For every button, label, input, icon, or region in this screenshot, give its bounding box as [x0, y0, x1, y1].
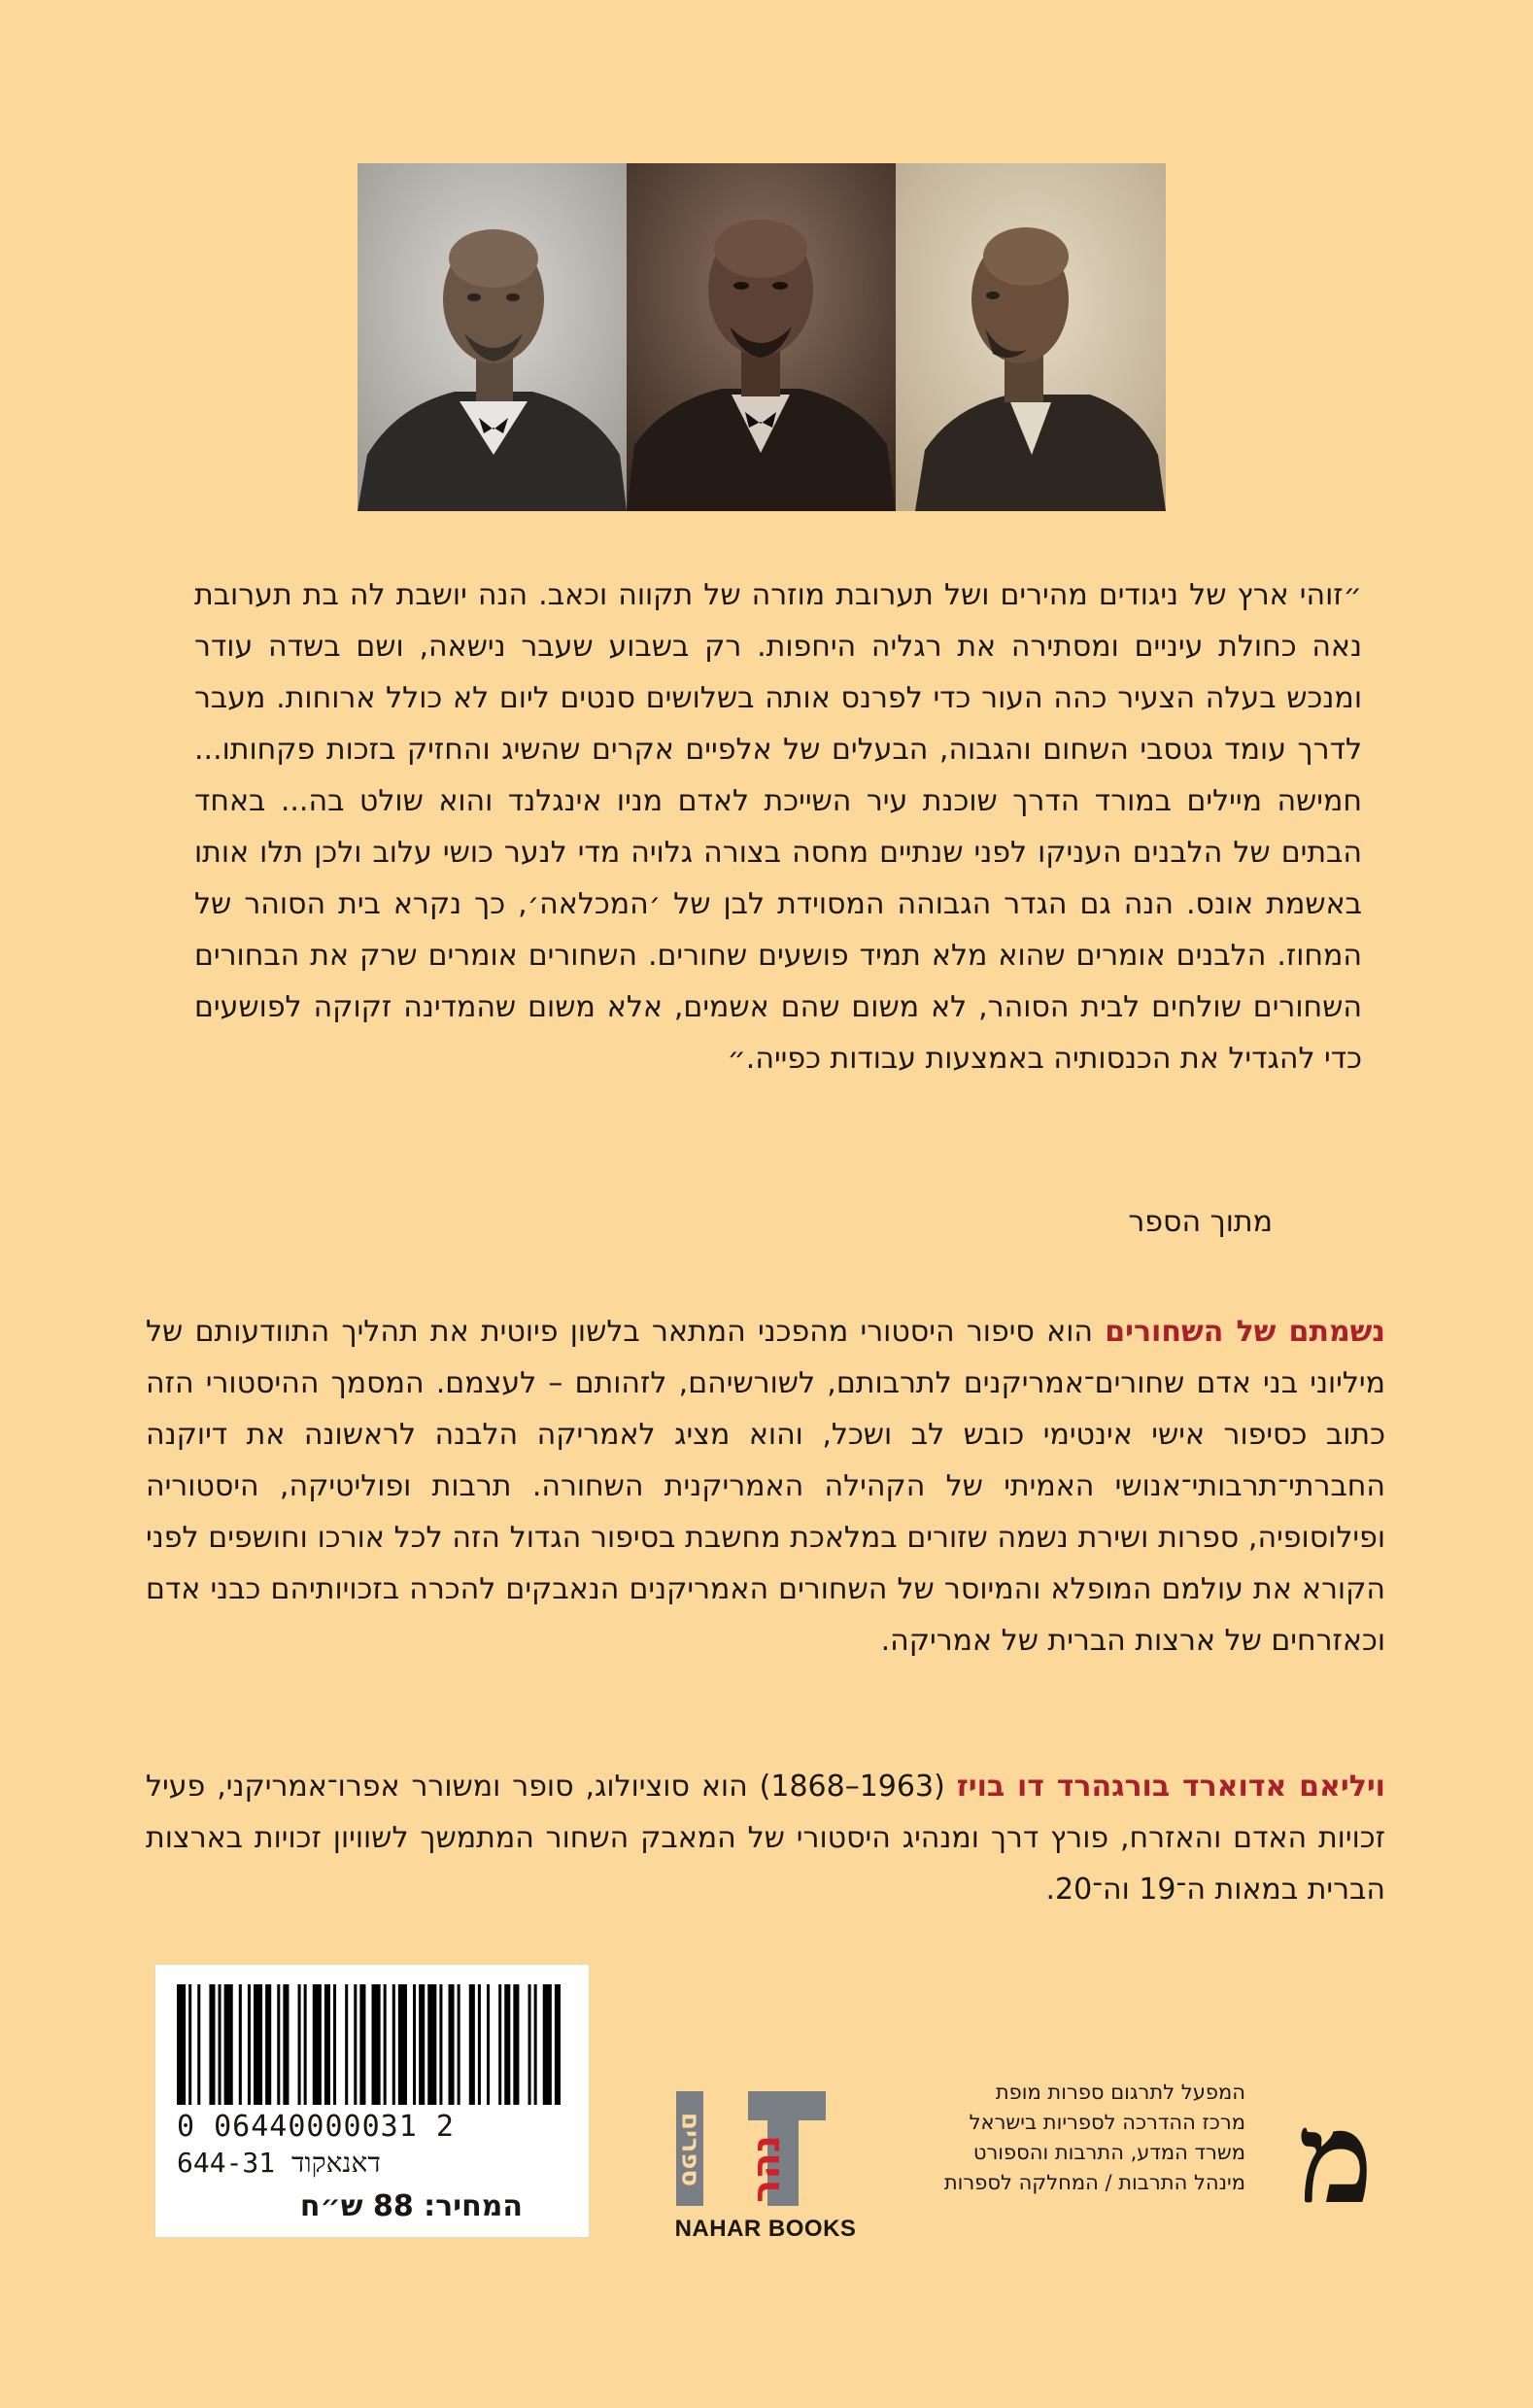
barcode-bar	[504, 1984, 510, 2105]
portrait-photo-icon	[627, 163, 896, 511]
author-bio	[146, 1761, 1385, 1915]
barcode-bar	[534, 1984, 537, 2105]
barcode-bar	[224, 1984, 233, 2105]
author-name: ויליאם אדוארד בורגהרד דו בויז	[956, 1770, 1385, 1804]
quote-source: מתוך הספר	[1128, 1205, 1273, 1239]
barcode-bar	[219, 1984, 221, 2105]
barcode-bar	[265, 1984, 271, 2105]
svg-text:מ: מ	[1298, 2087, 1374, 2223]
barcode-bar	[324, 1984, 330, 2105]
barcode-bar	[248, 1984, 251, 2105]
mofet-line-3: משרד המדע, התרבות והספורט	[972, 2141, 1245, 2164]
mofet-credits	[943, 2078, 1245, 2198]
book-description-text: הוא סיפור היסטורי מהפכני המתאר בלשון פיוטית את תהליך התוודעותם של מיליוני בני אדם שחורים־אמריקנים לתרבותם, לשורשיהם, לזהותם – לעצמם. המסמך ההיסטורי הזה כתוב כסיפור אישי אינטימי כובש לב ושכל, והוא מציג לאמריקה הלבנה לראשונה את דיוקנה החברתי־תרבותי־אנושי האמיתי של הקהילה האמריקנית השחורה. תרבות ופוליטיקה, היסטוריה ופילוסופיה, ספרות ושירת נשמה שזורים במלאכת מחשבת בסיפור הגדול הזה לכל אורכו וחושפים לפני הקורא את עולמם המופלא והמיוסר של השחורים האמריקנים הנאבקים להכרה בזכויותיהם כבני אדם וכאזרחים של ארצות הברית של אמריקה.	[146, 1315, 1385, 1658]
barcode-bar	[528, 1984, 531, 2105]
author-photos	[358, 163, 1166, 511]
barcode-bar	[543, 1984, 552, 2105]
barcode-bar	[283, 1984, 289, 2105]
barcode-code: 644-31 דאנאקוד	[177, 2147, 381, 2179]
barcode-bar	[313, 1984, 322, 2105]
barcode-bar	[458, 1984, 460, 2105]
barcode-bar	[469, 1984, 475, 2105]
author-bio-text: (1963–1868) הוא סוציולוג, סופר ומשורר אפרו־אמריקני, פעיל זכויות האדם והאזרח, פורץ דרך ומנהיג היסטורי של המאבק השחור המתמשך לשוויון זכויות בארצות הברית במאות ה־19 וה־20.	[146, 1770, 1385, 1907]
barcode-bar	[384, 1984, 387, 2105]
svg-text:ספרים: ספרים	[675, 2112, 705, 2187]
barcode-number: 0 06440000031 2	[177, 2110, 455, 2144]
author-portrait-3	[896, 163, 1166, 511]
barcode-bar	[398, 1984, 407, 2105]
barcode-bar	[197, 1984, 200, 2105]
barcode-bar	[298, 1984, 301, 2105]
barcode-bar	[354, 1984, 357, 2105]
barcode-bar	[513, 1984, 519, 2105]
barcode-bar	[427, 1984, 436, 2105]
publisher-name: NAHAR BOOKS	[674, 2216, 857, 2242]
barcode-bar	[413, 1984, 416, 2105]
barcode-bar	[372, 1984, 381, 2105]
barcode-bar	[439, 1984, 442, 2105]
barcode-bar	[392, 1984, 395, 2105]
barcode-bar	[555, 1984, 561, 2105]
barcode-bar	[209, 1984, 215, 2105]
author-portrait-1	[358, 163, 627, 511]
mofet-line-2: מרכז ההדרכה לספריות בישראל	[969, 2111, 1245, 2134]
barcode-bar	[177, 1984, 186, 2105]
book-description	[146, 1306, 1385, 1667]
portrait-photo-icon	[896, 163, 1166, 511]
mofet-logo-icon	[1273, 2087, 1399, 2223]
barcode-bar	[498, 1984, 501, 2105]
barcode-bar	[304, 1984, 307, 2105]
book-price: המחיר: 88 ש״ח	[299, 2189, 523, 2223]
barcode-bar	[487, 1984, 490, 2105]
book-quote: ״זוהי ארץ של ניגודים מהירים ושל תערובת מוזרה של תקווה וכאב. הנה יושבת לה בת תערובת נאה כחולת עיניים ומסתירה את רגליה היחפות. רק בשבוע שעבר נישאה, ושם בשדה עודר ומנכש בעלה הצעיר כהה העור כדי לפרנס אותה בשלושים סנטים ליום לא כולל ארוחות. מעבר לדרך עומד גטסבי השחום והגבוה, הבעלים של אלפיים אקרים שהשיג והחזיק בזכות פקחותו... חמישה מיילים במורד הדרך שוכנת עיר השייכת לאדם מניו אינגלנד והוא שולט בה... באחד הבתים של הלבנים העניקו לפני שנתיים מחסה בצורה גלויה מדי לנער כושי עלוב ולכן תלו אותו באשמת אונס. הנה גם הגדר הגבוהה המסוידת לבן של ׳המכלאה׳, כך נקרא בית הסוהר של המחוז. הלבנים אומרים שהוא מלא תמיד פושעים שחורים. השחורים אומרים שרק את הבחורים השחורים שולחים לבית הסוהר, לא משום שהם אשמים, אלא משום שהמדינה זקוקה לפושעים כדי להגדיל את הכנסותיה באמצעות עבודות כפייה.״	[194, 578, 1362, 1076]
barcode-bar	[345, 1984, 348, 2105]
author-portrait-2	[627, 163, 896, 511]
mofet-line-1: המפעל לתרגום ספרות מופת	[995, 2081, 1245, 2104]
barcode-bar	[254, 1984, 262, 2105]
barcode-icon	[177, 1984, 563, 2105]
portrait-photo-icon	[358, 163, 627, 511]
barcode-bar	[419, 1984, 425, 2105]
svg-text:נהר: נהר	[744, 2135, 789, 2203]
barcode-bar	[188, 1984, 191, 2105]
mofet-line-4: מינהל התרבות / המחלקה לספרות	[943, 2171, 1245, 2194]
book-title: נשמתם של השחורים	[1105, 1315, 1385, 1349]
barcode-bar	[359, 1984, 365, 2105]
barcode-bar	[478, 1984, 481, 2105]
barcode-bar	[333, 1984, 336, 2105]
barcode-bar	[277, 1984, 280, 2105]
barcode-bar	[449, 1984, 455, 2105]
barcode-bar	[239, 1984, 242, 2105]
barcode-box	[155, 1965, 589, 2237]
